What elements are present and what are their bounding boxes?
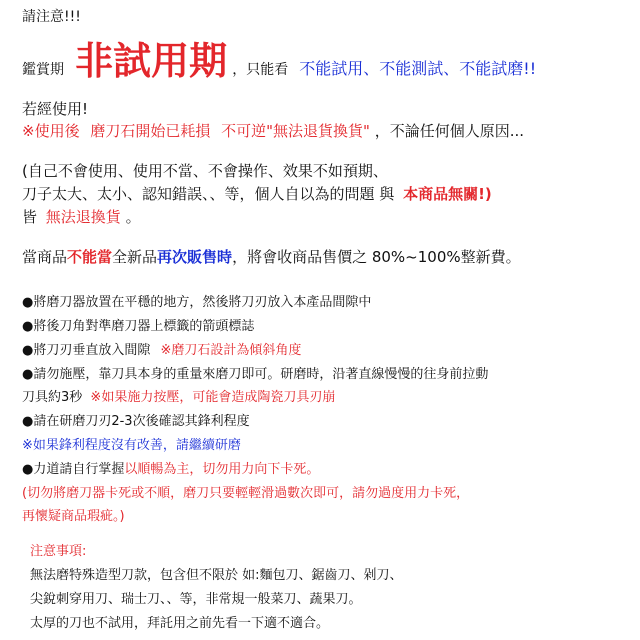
notes-text-3: 太厚的刀也不試用，拜託用之前先看一下適不適合。	[30, 616, 330, 631]
usage-note-irreversible: 不可逆"無法退貨換貨"	[221, 122, 370, 140]
exclusions-line-1	[22, 164, 640, 179]
usage-note-line	[22, 124, 640, 139]
step-3	[22, 344, 640, 357]
step-9	[22, 487, 640, 500]
resale-line	[22, 250, 640, 265]
appraisal-prefix: 鑑賞期	[22, 62, 64, 78]
step-6	[22, 415, 640, 428]
notes-line-1	[30, 569, 640, 582]
resale-b: 全新品	[112, 248, 158, 266]
if-used-line	[22, 102, 640, 117]
notice-text: 請注意!!!	[22, 9, 81, 25]
exclusions-end: 。	[125, 208, 141, 226]
step-8-note: 以順暢為主，切勿用力向下卡死。	[124, 462, 320, 477]
step-7	[22, 439, 640, 452]
step-1	[22, 296, 640, 309]
step-2-text: ●將後刀角對準磨刀器上標籤的箭頭標誌	[22, 319, 255, 334]
step-5-text: 刀具約3秒	[22, 390, 83, 405]
notes-text-1: 無法磨特殊造型刀款，包含但不限於 如:麵包刀、鋸齒刀、剁刀、	[30, 568, 403, 583]
resale-a: 當商品	[22, 248, 68, 266]
exclusions-text-2: 刀子太大、太小、認知錯誤、、等，個人自以為的問題 與	[22, 185, 395, 203]
step-8-text: ●力道請自行掌握	[22, 462, 125, 477]
step-3-note: ※磨刀石設計為傾斜角度	[160, 343, 302, 358]
step-10	[22, 510, 640, 523]
exclusions-text-1: (自己不會使用、使用不當、不會操作、效果不如預期、	[22, 162, 388, 180]
step-6-text: ●請在研磨刀刃2-3次後確認其鋒利程度	[22, 414, 250, 429]
notes-text-2: 尖銳刺穿用刀、瑞士刀、、等，非常規一般菜刀、蔬果刀。	[30, 592, 362, 607]
step-5	[22, 391, 640, 404]
step-10-note: 再懷疑商品瑕疵。)	[22, 509, 125, 524]
resale-c: ，將會收商品售價之 80%~100%整新費。	[232, 248, 521, 266]
usage-note-wear: 磨刀石開始已耗損	[90, 122, 211, 140]
step-5-note: ※如果施力按壓，可能會造成陶瓷刀具刃崩	[90, 390, 336, 405]
step-7-note: ※如果鋒利程度沒有改善，請繼續研磨	[22, 438, 241, 453]
appraisal-line	[22, 39, 640, 83]
step-1-text: ●將磨刀器放置在平穩的地方，然後將刀刃放入本產品間隙中	[22, 295, 372, 310]
step-4	[22, 368, 640, 381]
step-3-text: ●將刀刃垂直放入間隙	[22, 343, 151, 358]
notes-title	[30, 545, 640, 558]
step-2	[22, 320, 640, 333]
notes-line-2	[30, 593, 640, 606]
exclusions-no-return: 無法退換貨	[45, 208, 121, 226]
appraisal-no-trial: 不能試用、不能測試、不能試磨!!	[299, 59, 537, 78]
step-4-text: ●請勿施壓，靠刀具本身的重量來磨刀即可。研磨時，沿著直線慢慢的往身前拉動	[22, 367, 489, 382]
notice-heading	[22, 10, 640, 24]
exclusions-line-2	[22, 187, 640, 202]
usage-note-tail: ，不論任何個人原因...	[374, 122, 525, 140]
step-8	[22, 463, 640, 476]
exclusions-prefix: 皆	[22, 208, 38, 226]
if-used-text: 若經使用!	[22, 100, 89, 118]
notes-title-text: 注意事項:	[30, 544, 87, 559]
resale-blue: 再次販售時	[157, 248, 233, 266]
appraisal-mid: ，只能看	[232, 62, 289, 78]
exclusions-unrelated: 本商品無關!)	[403, 185, 492, 203]
resale-red: 不能當	[67, 248, 113, 266]
usage-note-mark: ※使用後	[22, 122, 80, 140]
exclusions-line-3	[22, 210, 640, 225]
step-9-note: (切勿將磨刀器卡死或不順，磨刀只要輕輕滑過數次即可，請勿過度用力卡死，	[22, 486, 470, 501]
appraisal-emphasis: 非試用期	[75, 39, 228, 83]
notes-line-3	[30, 617, 640, 630]
